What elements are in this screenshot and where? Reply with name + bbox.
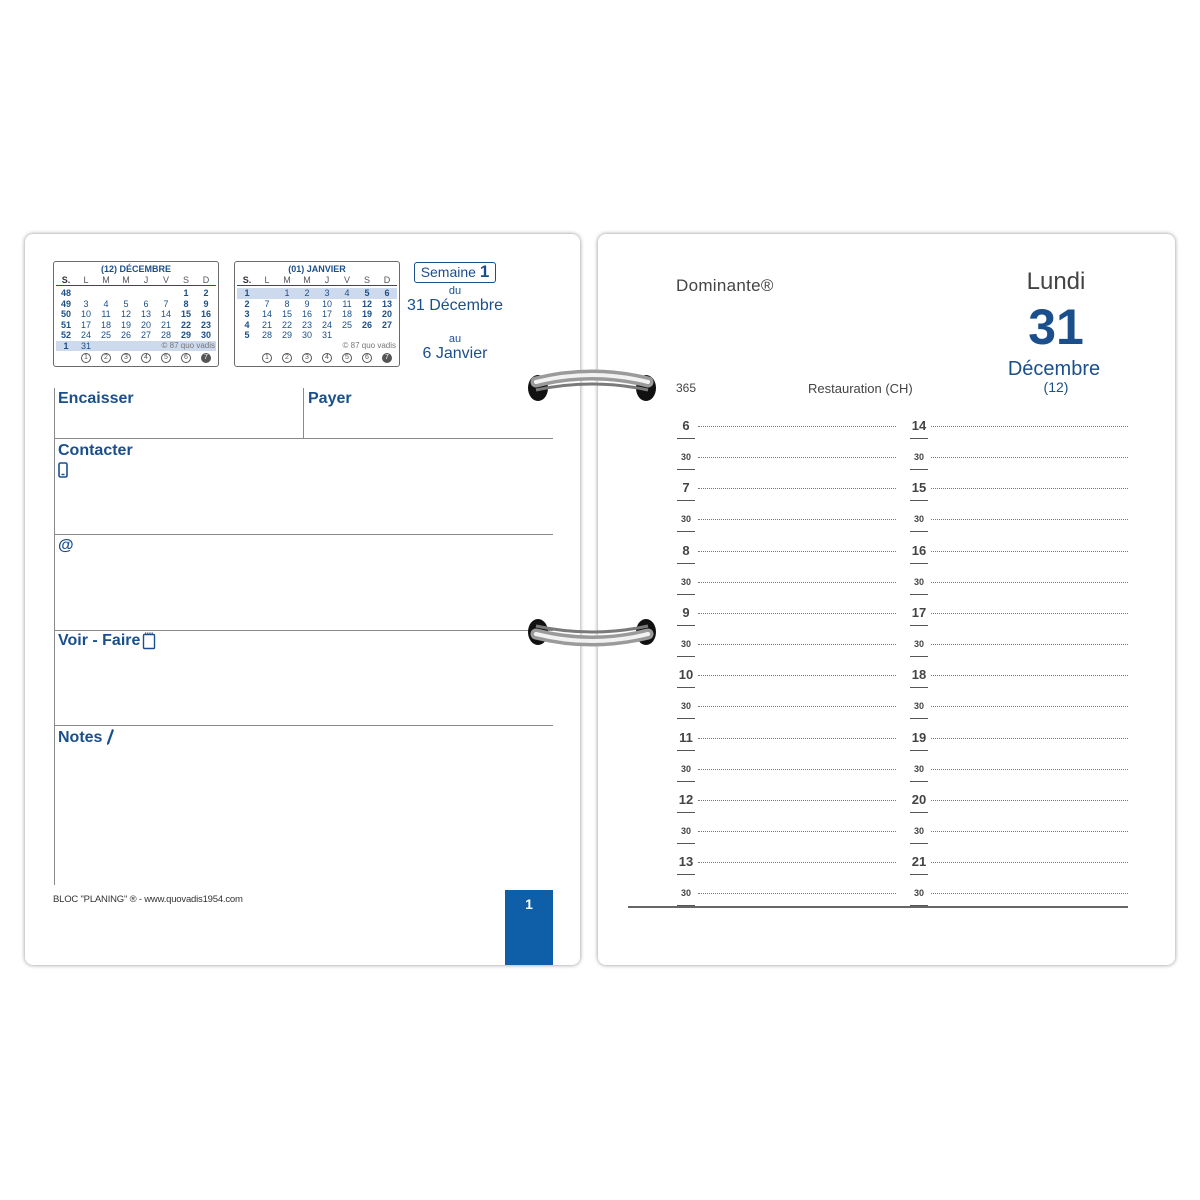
- half-hour-line[interactable]: [931, 582, 1128, 583]
- calendar-week-number: 48: [60, 288, 71, 298]
- calendar-header-cell: J: [324, 275, 330, 285]
- week-end-date: 6 Janvier: [422, 345, 488, 362]
- week-number-box: [414, 262, 496, 283]
- calendar-day: 9: [203, 298, 209, 309]
- week-du: du: [448, 285, 462, 297]
- calendar-day: 4: [103, 298, 109, 309]
- hour-label: 10: [678, 667, 694, 683]
- calendar-day: 12: [361, 298, 372, 309]
- voir-faire-label: Voir - Faire: [58, 632, 141, 649]
- half-hour-label: 30: [913, 701, 924, 712]
- calendar-day: 26: [120, 330, 131, 340]
- half-hour-tick: [677, 656, 695, 657]
- saint-name: Restauration (CH): [808, 381, 913, 396]
- week-number: 1: [479, 262, 490, 281]
- half-hour-tick: [910, 656, 928, 657]
- calendar-header-cell: M: [102, 275, 110, 285]
- calendar-day: 14: [261, 309, 272, 319]
- half-hour-line[interactable]: [931, 706, 1128, 707]
- notes-label: Notes: [58, 729, 103, 746]
- half-hour-label: 30: [913, 825, 924, 836]
- hour-line[interactable]: [931, 488, 1128, 489]
- weekday-number-row: [237, 353, 397, 363]
- half-hour-label: 30: [680, 452, 691, 463]
- hour-line[interactable]: [931, 551, 1128, 552]
- calendar-day: 9: [304, 298, 310, 309]
- calendar-day: 27: [381, 319, 392, 330]
- calendar-day: 20: [140, 319, 151, 330]
- calendar-week-row: [237, 320, 397, 331]
- weekday-number-circle: 7: [201, 353, 211, 363]
- hour-tick: [677, 625, 695, 626]
- calendar-week-number: 5: [244, 330, 250, 340]
- week-au: au: [448, 333, 462, 345]
- calendar-header-cell: D: [202, 275, 210, 285]
- half-hour-label: 30: [680, 763, 691, 774]
- calendar-day: 23: [200, 319, 211, 330]
- weekday-number-circle: 2: [282, 353, 292, 363]
- hour-line[interactable]: [698, 426, 896, 427]
- hour-line[interactable]: [698, 675, 896, 676]
- day-of-year: 365: [676, 381, 697, 395]
- calendar-day: 6: [143, 298, 149, 309]
- half-hour-tick: [910, 594, 928, 595]
- weekday-number-spacer: [237, 353, 257, 363]
- calendar-day: 23: [301, 319, 312, 330]
- calendar-day: 25: [341, 319, 352, 330]
- calendar-day: [337, 330, 357, 341]
- calendar-header-cell: S: [363, 275, 370, 285]
- calendar-day: 26: [361, 319, 372, 330]
- calendar-week-number: 2: [244, 298, 250, 309]
- calendar-day: 21: [261, 319, 272, 330]
- hour-label: 12: [678, 791, 694, 807]
- calendar-day: 21: [160, 319, 171, 330]
- hour-label: 18: [911, 667, 927, 683]
- page-number-tab: 1: [505, 890, 553, 965]
- hour-label: 6: [682, 418, 690, 433]
- calendar-week-number: 50: [60, 309, 71, 319]
- half-hour-tick: [910, 718, 928, 719]
- calendar-header-cell: S.: [61, 275, 71, 285]
- weekday-number: [176, 353, 196, 363]
- hour-label: 16: [911, 542, 927, 558]
- calendar-day: 16: [200, 309, 211, 319]
- hour-tick: [910, 812, 928, 813]
- calendar-header-cell: S: [182, 275, 189, 285]
- calendar-week-row: [237, 330, 397, 341]
- half-hour-label: 30: [680, 825, 691, 836]
- calendar-week-number: 3: [244, 309, 250, 319]
- calendar-header-cell: M: [303, 275, 311, 285]
- calendar-week-number: 1: [63, 340, 69, 351]
- hour-tick: [910, 625, 928, 626]
- weekday-number: [337, 353, 357, 363]
- calendar-day: 17: [321, 309, 332, 319]
- weekday-number: [96, 353, 116, 363]
- half-hour-line[interactable]: [698, 582, 896, 583]
- calendar-week-row: [56, 299, 216, 310]
- calendar-day: 19: [120, 319, 131, 330]
- footer-text: BLOC "PLANING" ® - www.quovadis1954.com: [53, 894, 243, 905]
- hour-tick: [677, 563, 695, 564]
- calendar-day: 10: [321, 298, 332, 309]
- weekday-name: Lundi: [1026, 268, 1086, 295]
- weekday-number-circle: 1: [81, 353, 91, 363]
- weekday-number-circle: 5: [342, 353, 352, 363]
- weekday-number-circle: 3: [121, 353, 131, 363]
- hour-label: 17: [911, 604, 927, 620]
- half-hour-label: 30: [680, 639, 691, 650]
- calendar-day: 3: [324, 288, 330, 298]
- hour-label: 14: [911, 418, 927, 433]
- hour-label: 15: [911, 480, 927, 496]
- bottom-rule: [628, 906, 1128, 908]
- hour-tick: [677, 687, 695, 688]
- calendar-copyright: © 87 quo vadis: [342, 340, 396, 350]
- hour-line[interactable]: [931, 862, 1128, 863]
- weekday-number-circle: 6: [181, 353, 191, 363]
- hour-line[interactable]: [931, 800, 1128, 801]
- calendar-day: 22: [180, 319, 191, 330]
- half-hour-label: 30: [913, 576, 924, 587]
- weekday-number-circle: 2: [101, 353, 111, 363]
- calendar-day: [357, 330, 377, 341]
- hour-tick: [910, 563, 928, 564]
- calendar-day: 28: [160, 330, 171, 340]
- calendar-day: 2: [304, 288, 310, 298]
- half-hour-line[interactable]: [698, 519, 896, 520]
- calendar-day: 19: [361, 309, 372, 319]
- weekday-number: [257, 353, 277, 363]
- calendar-day: 1: [183, 288, 189, 298]
- week-label: Semaine: [420, 264, 476, 280]
- calendar-week-row: [237, 309, 397, 320]
- half-hour-line[interactable]: [931, 893, 1128, 894]
- hour-line[interactable]: [698, 488, 896, 489]
- half-hour-line[interactable]: [931, 457, 1128, 458]
- calendar-day: 18: [100, 319, 111, 330]
- hour-line[interactable]: [931, 426, 1128, 427]
- calendar-day: [96, 288, 116, 299]
- pencil-icon: [105, 728, 115, 746]
- hour-line[interactable]: [698, 738, 896, 739]
- half-hour-tick: [677, 594, 695, 595]
- calendar-day: [96, 341, 116, 352]
- month-name: Décembre: [1007, 358, 1101, 380]
- hour-tick: [677, 500, 695, 501]
- half-hour-tick: [677, 531, 695, 532]
- weekday-number-circle: 1: [262, 353, 272, 363]
- calendar-day: [136, 288, 156, 299]
- calendar-header-cell: V: [343, 275, 350, 285]
- hour-line[interactable]: [698, 862, 896, 863]
- calendar-day: 31: [80, 340, 91, 351]
- calendar-week-row: [56, 309, 216, 320]
- binder-ring-top: [524, 364, 660, 408]
- calendar-day: 30: [301, 330, 312, 340]
- hour-tick: [677, 874, 695, 875]
- half-hour-line[interactable]: [931, 769, 1128, 770]
- weekday-number-row: [56, 353, 216, 363]
- calendar-week-number: 52: [60, 330, 71, 340]
- hour-label: 7: [682, 480, 690, 496]
- calendar-day: 17: [80, 319, 91, 330]
- calendar-day: 27: [140, 330, 151, 340]
- half-hour-line[interactable]: [931, 831, 1128, 832]
- calendar-day: 2: [203, 288, 209, 298]
- calendar-week-number: 4: [244, 319, 250, 330]
- calendar-copyright: © 87 quo vadis: [161, 340, 215, 350]
- calendar-day: [377, 330, 397, 341]
- hour-line[interactable]: [931, 738, 1128, 739]
- hour-tick: [910, 750, 928, 751]
- hour-label: 20: [911, 791, 927, 807]
- hour-label: 21: [911, 854, 927, 870]
- calendar-day: 3: [83, 298, 89, 309]
- half-hour-tick: [677, 843, 695, 844]
- calendar-header-cell: M: [283, 275, 291, 285]
- half-hour-line[interactable]: [698, 644, 896, 645]
- half-hour-label: 30: [913, 763, 924, 774]
- hour-tick: [677, 750, 695, 751]
- calendar-week-row: [56, 288, 216, 299]
- left-page: [25, 234, 580, 965]
- calendar-day: 18: [341, 309, 352, 319]
- half-hour-line[interactable]: [698, 457, 896, 458]
- calendar-day: 12: [120, 309, 131, 319]
- calendar-day: 7: [264, 298, 270, 309]
- hour-label: 9: [682, 604, 690, 620]
- weekday-number-circle: 7: [382, 353, 392, 363]
- hour-label: 11: [679, 729, 693, 745]
- calendar-day: 11: [101, 309, 111, 319]
- half-hour-tick: [910, 843, 928, 844]
- hour-line[interactable]: [698, 800, 896, 801]
- calendar-day: 15: [281, 309, 292, 319]
- calendar-day: 6: [384, 288, 390, 298]
- divider: [54, 438, 553, 439]
- payer-label: Payer: [308, 390, 352, 407]
- half-hour-line[interactable]: [698, 831, 896, 832]
- hour-tick: [910, 874, 928, 875]
- half-hour-label: 30: [680, 701, 691, 712]
- calendar-week-row: [56, 330, 216, 341]
- divider: [54, 630, 553, 631]
- half-hour-tick: [910, 781, 928, 782]
- divider: [54, 534, 55, 630]
- calendar-day: 15: [180, 309, 191, 319]
- calendar-day: 28: [261, 330, 272, 340]
- calendar-day: 8: [284, 298, 290, 309]
- calendar-day: 8: [183, 298, 189, 309]
- right-page: [598, 234, 1175, 965]
- divider: [54, 438, 55, 534]
- half-hour-tick: [677, 718, 695, 719]
- calendar-week-number: 49: [60, 298, 71, 309]
- calendar-day: 16: [301, 309, 312, 319]
- brand-name: Dominante®: [676, 276, 774, 295]
- calendar-header-cell: J: [143, 275, 149, 285]
- weekday-number-circle: 4: [141, 353, 151, 363]
- calendar-header-cell: M: [122, 275, 130, 285]
- weekday-number: [377, 353, 397, 363]
- notepad-icon: [142, 632, 156, 650]
- calendar-day: 24: [321, 319, 332, 330]
- hour-tick: [910, 687, 928, 688]
- divider: [54, 534, 553, 535]
- weekday-number: [136, 353, 156, 363]
- divider: [54, 725, 553, 726]
- divider: [303, 388, 304, 438]
- calendar-day: [76, 288, 96, 299]
- half-hour-tick: [910, 531, 928, 532]
- half-hour-label: 30: [913, 452, 924, 463]
- calendar-header-cell: D: [383, 275, 391, 285]
- calendar-week-row: [237, 288, 397, 299]
- half-hour-label: 30: [680, 576, 691, 587]
- contacter-label: Contacter: [58, 442, 133, 459]
- calendar-header: [237, 275, 397, 286]
- mini-calendar-january: [234, 261, 400, 367]
- divider: [54, 630, 55, 726]
- weekday-number-spacer: [56, 353, 76, 363]
- weekday-number-circle: 6: [362, 353, 372, 363]
- calendar-week-number: 51: [60, 319, 71, 330]
- encaisser-label: Encaisser: [58, 390, 134, 407]
- half-hour-tick: [677, 781, 695, 782]
- divider: [54, 725, 55, 885]
- calendar-day: 4: [344, 288, 350, 298]
- weekday-number: [277, 353, 297, 363]
- half-hour-label: 30: [913, 888, 924, 899]
- half-hour-line[interactable]: [698, 893, 896, 894]
- calendar-day: 22: [281, 319, 292, 330]
- half-hour-line[interactable]: [698, 706, 896, 707]
- half-hour-tick: [910, 469, 928, 470]
- half-hour-label: 30: [913, 639, 924, 650]
- calendar-day: 13: [140, 309, 151, 319]
- week-start-date: 31 Décembre: [406, 297, 504, 314]
- calendar-day: 20: [381, 309, 392, 319]
- weekday-number-circle: 3: [302, 353, 312, 363]
- half-hour-label: 30: [680, 514, 691, 525]
- weekday-number-circle: 4: [322, 353, 332, 363]
- calendar-header-cell: L: [83, 275, 89, 285]
- hour-tick: [677, 812, 695, 813]
- weekday-number-circle: 5: [161, 353, 171, 363]
- hour-line[interactable]: [698, 551, 896, 552]
- calendar-day: 29: [281, 330, 292, 340]
- calendar-title: (12) DÉCEMBRE: [100, 264, 171, 274]
- weekday-number: [156, 353, 176, 363]
- half-hour-line[interactable]: [931, 644, 1128, 645]
- weekday-number: [116, 353, 136, 363]
- hour-tick: [910, 438, 928, 439]
- hour-label: 8: [682, 542, 690, 558]
- half-hour-label: 30: [680, 888, 691, 899]
- half-hour-line[interactable]: [698, 769, 896, 770]
- hour-line[interactable]: [931, 675, 1128, 676]
- calendar-week-number: 1: [244, 288, 250, 298]
- weekday-number: [196, 353, 216, 363]
- calendar-day: 14: [160, 309, 171, 319]
- calendar-week-row: [56, 320, 216, 331]
- calendar-day: [156, 288, 176, 299]
- calendar-header-cell: V: [162, 275, 169, 285]
- phone-icon: [57, 462, 69, 478]
- half-hour-label: 30: [913, 514, 924, 525]
- calendar-week-row: [237, 299, 397, 310]
- calendar-day: [116, 341, 136, 352]
- hour-tick: [677, 438, 695, 439]
- month-number: (12): [1043, 379, 1069, 395]
- half-hour-tick: [677, 469, 695, 470]
- calendar-header-cell: S.: [242, 275, 252, 285]
- half-hour-line[interactable]: [931, 519, 1128, 520]
- calendar-day: 30: [200, 330, 211, 340]
- calendar-day: 10: [80, 309, 91, 319]
- calendar-header: [56, 275, 216, 286]
- calendar-day: 25: [100, 330, 111, 340]
- weekday-number: [297, 353, 317, 363]
- calendar-day: 5: [123, 298, 129, 309]
- day-number: 31: [1028, 299, 1084, 355]
- mini-calendar-december: [53, 261, 219, 367]
- hour-label: 13: [678, 854, 694, 870]
- weekday-number: [317, 353, 337, 363]
- hour-line[interactable]: [931, 613, 1128, 614]
- hour-label: 19: [911, 729, 927, 745]
- divider: [54, 388, 55, 438]
- calendar-day: 7: [163, 298, 169, 309]
- calendar-day: 29: [180, 330, 191, 340]
- calendar-day: 5: [364, 288, 370, 298]
- calendar-day: [136, 341, 156, 352]
- calendar-day: 13: [381, 298, 392, 309]
- hour-tick: [910, 500, 928, 501]
- calendar-day: [116, 288, 136, 299]
- calendar-day: [257, 288, 277, 299]
- hour-line[interactable]: [698, 613, 896, 614]
- weekday-number: [76, 353, 96, 363]
- calendar-day: 31: [321, 330, 332, 340]
- weekday-number: [357, 353, 377, 363]
- calendar-day: 24: [80, 330, 91, 340]
- email-label: @: [58, 537, 74, 554]
- calendar-day: 1: [284, 288, 290, 298]
- calendar-day: 11: [342, 298, 352, 309]
- binder-ring-bottom: [524, 612, 660, 656]
- calendar-title: (01) JANVIER: [288, 264, 346, 274]
- calendar-header-cell: L: [264, 275, 270, 285]
